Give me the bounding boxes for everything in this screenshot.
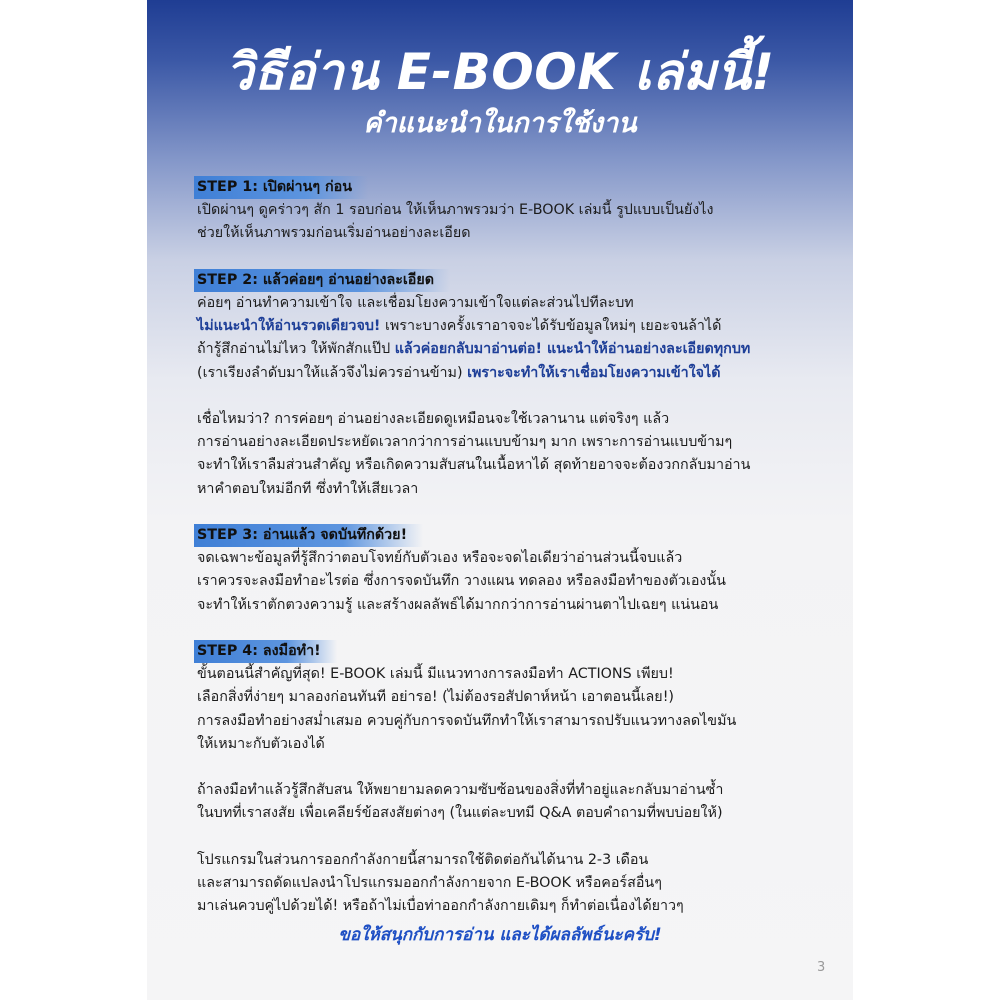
page-number: 3 [817, 960, 826, 975]
step2-section [197, 269, 797, 501]
step2-heading: STEP 2: แล้วค่อยๆ อ่านอย่างละเอียด [194, 269, 450, 292]
step4-para-line: ในบทที่เราสงสัย เพื่อเคลียร์ข้อสงสัยต่างๆ (ในแต่ละบทมี Q&A ตอบคำถามที่พบบ่อยให้) [197, 805, 723, 822]
step4-line: เลือกสิ่งที่ง่ายๆ มาลองก่อนทันที อย่ารอ! (ไม่ต้องรอสัปดาห์หน้า เอาตอนนี้เลย!) [197, 689, 674, 706]
step2-para-line: จะทำให้เราลืมส่วนสำคัญ หรือเกิดความสับสนในเนื้อหาได้ สุดท้ายอาจจะต้องวกกลับมาอ่าน [197, 457, 751, 474]
step4-line: การลงมือทำอย่างสม่ำเสมอ ควบคู่กับการจดบันทึกทำให้เราสามารถปรับแนวทางลดไขมัน [197, 712, 737, 729]
step4-line: ให้เหมาะกับตัวเองได้ [197, 735, 325, 752]
step3-line: จดเฉพาะข้อมูลที่รู้สึกว่าตอบโจทย์กับตัวเอง หรือจะจดไอเดียว่าอ่านส่วนนี้จบแล้ว [197, 550, 683, 567]
step2-text: (เราเรียงลำดับมาให้แล้วจึงไม่ควรอ่านข้าม) [197, 364, 468, 381]
step1-line: เปิดผ่านๆ ดูคร่าวๆ สัก 1 รอบก่อน ให้เห็นภาพรวมว่า E-BOOK เล่มนี้ รูปแบบเป็นยังไง [197, 202, 714, 219]
step4-line: ขั้นตอนนี้สำคัญที่สุด! E-BOOK เล่มนี้ มีแนวทางการลงมือทำ ACTIONS เพียบ! [197, 666, 674, 683]
step2-line [197, 338, 797, 361]
step2-line: ค่อยๆ อ่านทำความเข้าใจ และเชื่อมโยงความเข้าใจแต่ละส่วนไปทีละบท [197, 295, 634, 311]
ebook-page [147, 0, 853, 1000]
step4-para-line: และสามารถดัดแปลงนำโปรแกรมออกกำลังกายจาก E-BOOK หรือคอร์สอื่นๆ [197, 875, 662, 891]
step2-para-line: เชื่อไหมว่า? การค่อยๆ อ่านอย่างละเอียดดูเหมือนจะใช้เวลานาน แต่จริงๆ แล้ว [197, 411, 670, 427]
step2-line [197, 362, 797, 385]
step2-highlight: แล้วค่อยกลับมาอ่านต่อ! แนะนำให้อ่านอย่างละเอียดทุกบท [394, 341, 751, 358]
step4-para-line: มาเล่นควบคู่ไปด้วยได้! หรือถ้าไม่เบื่อท่าออกกำลังกายเดิมๆ ก็ทำต่อเนื่องได้ยาวๆ [197, 898, 684, 915]
step3-heading: STEP 3: อ่านแล้ว จดบันทึกด้วย! [194, 524, 423, 547]
step3-line: เราควรจะลงมือทำอะไรต่อ ซึ่งการจดบันทึก วางแผน ทดลอง หรือลงมือทำของตัวเองนั้น [197, 573, 726, 590]
step2-highlight: เพราะจะทำให้เราเชื่อมโยงความเข้าใจได้ [467, 364, 721, 381]
step2-para-line: หาคำตอบใหม่อีกที ซึ่งทำให้เสียเวลา [197, 480, 419, 497]
step1-line: ช่วยให้เห็นภาพรวมก่อนเริ่มอ่านอย่างละเอียด [197, 225, 471, 242]
step2-text: ถ้ารู้สึกอ่านไม่ไหว ให้พักสักแป๊ป [197, 341, 395, 358]
step2-highlight: ไม่แนะนำให้อ่านรวดเดียวจบ! [197, 318, 381, 335]
step3-section [197, 524, 797, 617]
step2-text: เพราะบางครั้งเราอาจจะได้รับข้อมูลใหม่ๆ เยอะจนล้าได้ [380, 318, 722, 335]
page-subtitle: คำแนะนำในการใช้งาน [363, 108, 637, 139]
closing-message: ขอให้สนุกกับการอ่าน และได้ผลลัพธ์นะครับ! [338, 925, 662, 945]
step3-line: จะทำให้เราตักตวงความรู้ และสร้างผลลัพธ์ได้มากกว่าการอ่านผ่านตาไปเฉยๆ แน่นอน [197, 596, 719, 613]
step4-para-line: โปรแกรมในส่วนการออกกำลังกายนี้สามารถใช้ติดต่อกันได้นาน 2-3 เดือน [197, 851, 649, 868]
instructions-body [197, 176, 797, 918]
step2-para-line: การอ่านอย่างละเอียดประหยัดเวลากว่าการอ่านแบบข้ามๆ มาก เพราะการอ่านแบบข้ามๆ [197, 434, 733, 451]
step2-line [197, 315, 797, 338]
step4-section [197, 640, 797, 918]
step4-heading: STEP 4: ลงมือทำ! [194, 640, 337, 663]
step1-heading: STEP 1: เปิดผ่านๆ ก่อน [194, 176, 368, 199]
step4-para-line: ถ้าลงมือทำแล้วรู้สึกสับสน ให้พยายามลดความซับซ้อนของสิ่งที่ทำอยู่และกลับมาอ่านซ้ำ [197, 782, 724, 799]
step1-section [197, 176, 797, 246]
page-title: วิธีอ่าน E-BOOK เล่มนี้! [225, 43, 775, 101]
